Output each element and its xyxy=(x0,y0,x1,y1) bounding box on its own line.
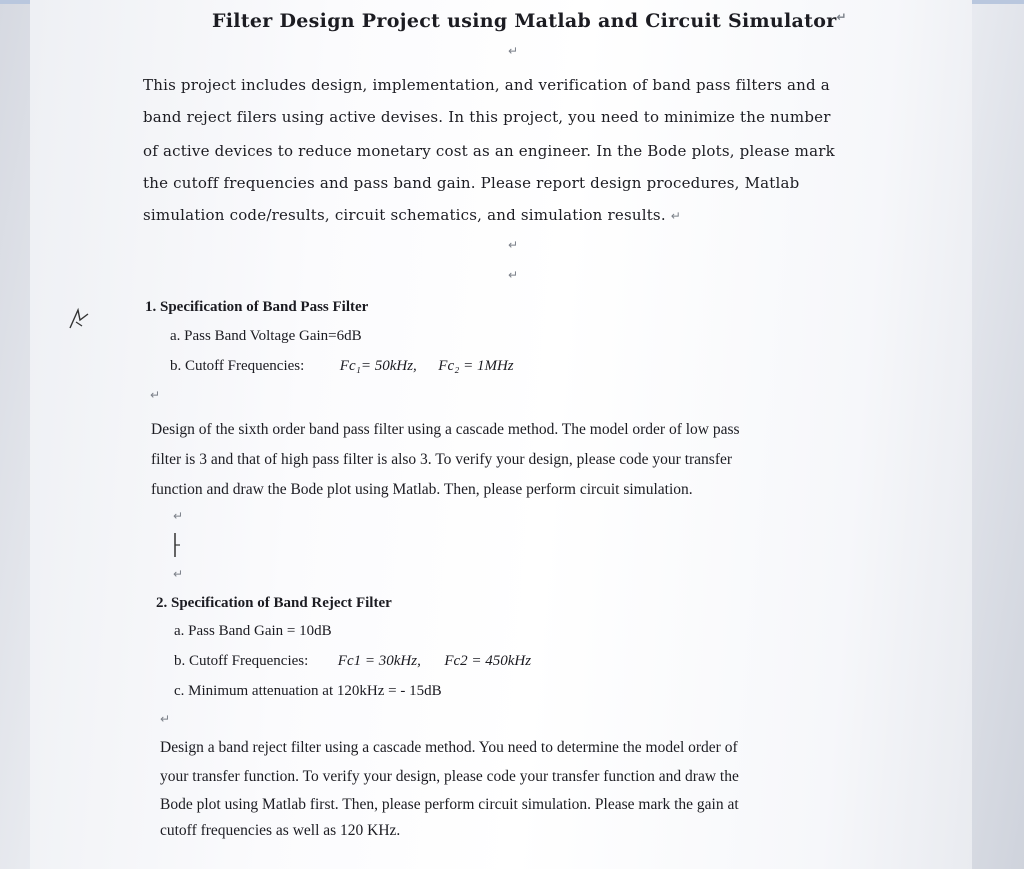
intro-line-3: of active devices to reduce monetary cost as an engineer. In the Bode plots, please mark xyxy=(143,142,835,160)
mouse-pointer-icon xyxy=(66,306,92,332)
intro-line-2: band reject filers using active devises. In this project, you need to minimize the number xyxy=(143,108,831,126)
section2-item-b-label: b. Cutoff Frequencies: xyxy=(174,653,309,669)
intro-line-5 xyxy=(143,206,681,224)
section2-para-line-2: your transfer function. To verify your design, please code your transfer function and draw the xyxy=(160,768,739,785)
section2-item-b xyxy=(174,653,531,670)
return-mark: ↵ xyxy=(160,712,171,726)
section2-heading: 2. Specification of Band Reject Filter xyxy=(156,595,392,611)
section2-item-a: a. Pass Band Gain = 10dB xyxy=(174,623,332,639)
return-mark: ↵ xyxy=(508,44,519,58)
return-mark: ↵ xyxy=(836,10,847,24)
section2-para-line-1: Design a band reject filter using a cascade method. You need to determine the model order of xyxy=(160,739,738,756)
return-mark: ↵ xyxy=(173,567,184,581)
title-text: Filter Design Project using Matlab and Circuit Simulator xyxy=(212,10,837,32)
section1-fc1: Fc₁= 50kHz, xyxy=(339,358,417,374)
section2-para-line-4: cutoff frequencies as well as 120 KHz. xyxy=(160,822,401,839)
section2-item-c: c. Minimum attenuation at 120kHz = - 15dB xyxy=(174,683,442,699)
return-mark: ↵ xyxy=(150,388,161,402)
return-mark: ↵ xyxy=(173,509,184,523)
return-mark: ↵ xyxy=(508,238,519,252)
section1-para-line-2: filter is 3 and that of high pass filter is also 3. To verify your design, please code your transfer xyxy=(151,451,733,468)
return-mark: ↵ xyxy=(508,268,519,282)
document-title xyxy=(212,10,847,32)
section1-para-line-3: function and draw the Bode plot using Matlab. Then, please perform circuit simulation. xyxy=(151,481,693,498)
section2-para-line-3: Bode plot using Matlab first. Then, please perform circuit simulation. Please mark the gain at xyxy=(160,796,739,813)
section1-item-a: a. Pass Band Voltage Gain=6dB xyxy=(170,328,362,344)
section1-fc2: Fc₂ = 1MHz xyxy=(438,358,514,374)
section1-heading: 1. Specification of Band Pass Filter xyxy=(145,299,369,315)
intro-line-4: the cutoff frequencies and pass band gain. Please report design procedures, Matlab xyxy=(143,174,800,192)
section2-fc1: Fc1 = 30kHz, xyxy=(337,653,421,669)
intro-line-5-text: simulation code/results, circuit schematics, and simulation results. xyxy=(143,206,666,224)
section1-item-b xyxy=(170,358,514,375)
return-mark: ↵ xyxy=(670,209,682,223)
text-cursor-icon xyxy=(173,533,181,557)
section2-fc2: Fc2 = 450kHz xyxy=(444,653,532,669)
section1-para-line-1: Design of the sixth order band pass filter using a cascade method. The model order of low pass xyxy=(151,421,740,438)
section1-item-b-label: b. Cutoff Frequencies: xyxy=(170,358,305,374)
intro-line-1: This project includes design, implementation, and verification of band pass filters and a xyxy=(143,76,830,94)
